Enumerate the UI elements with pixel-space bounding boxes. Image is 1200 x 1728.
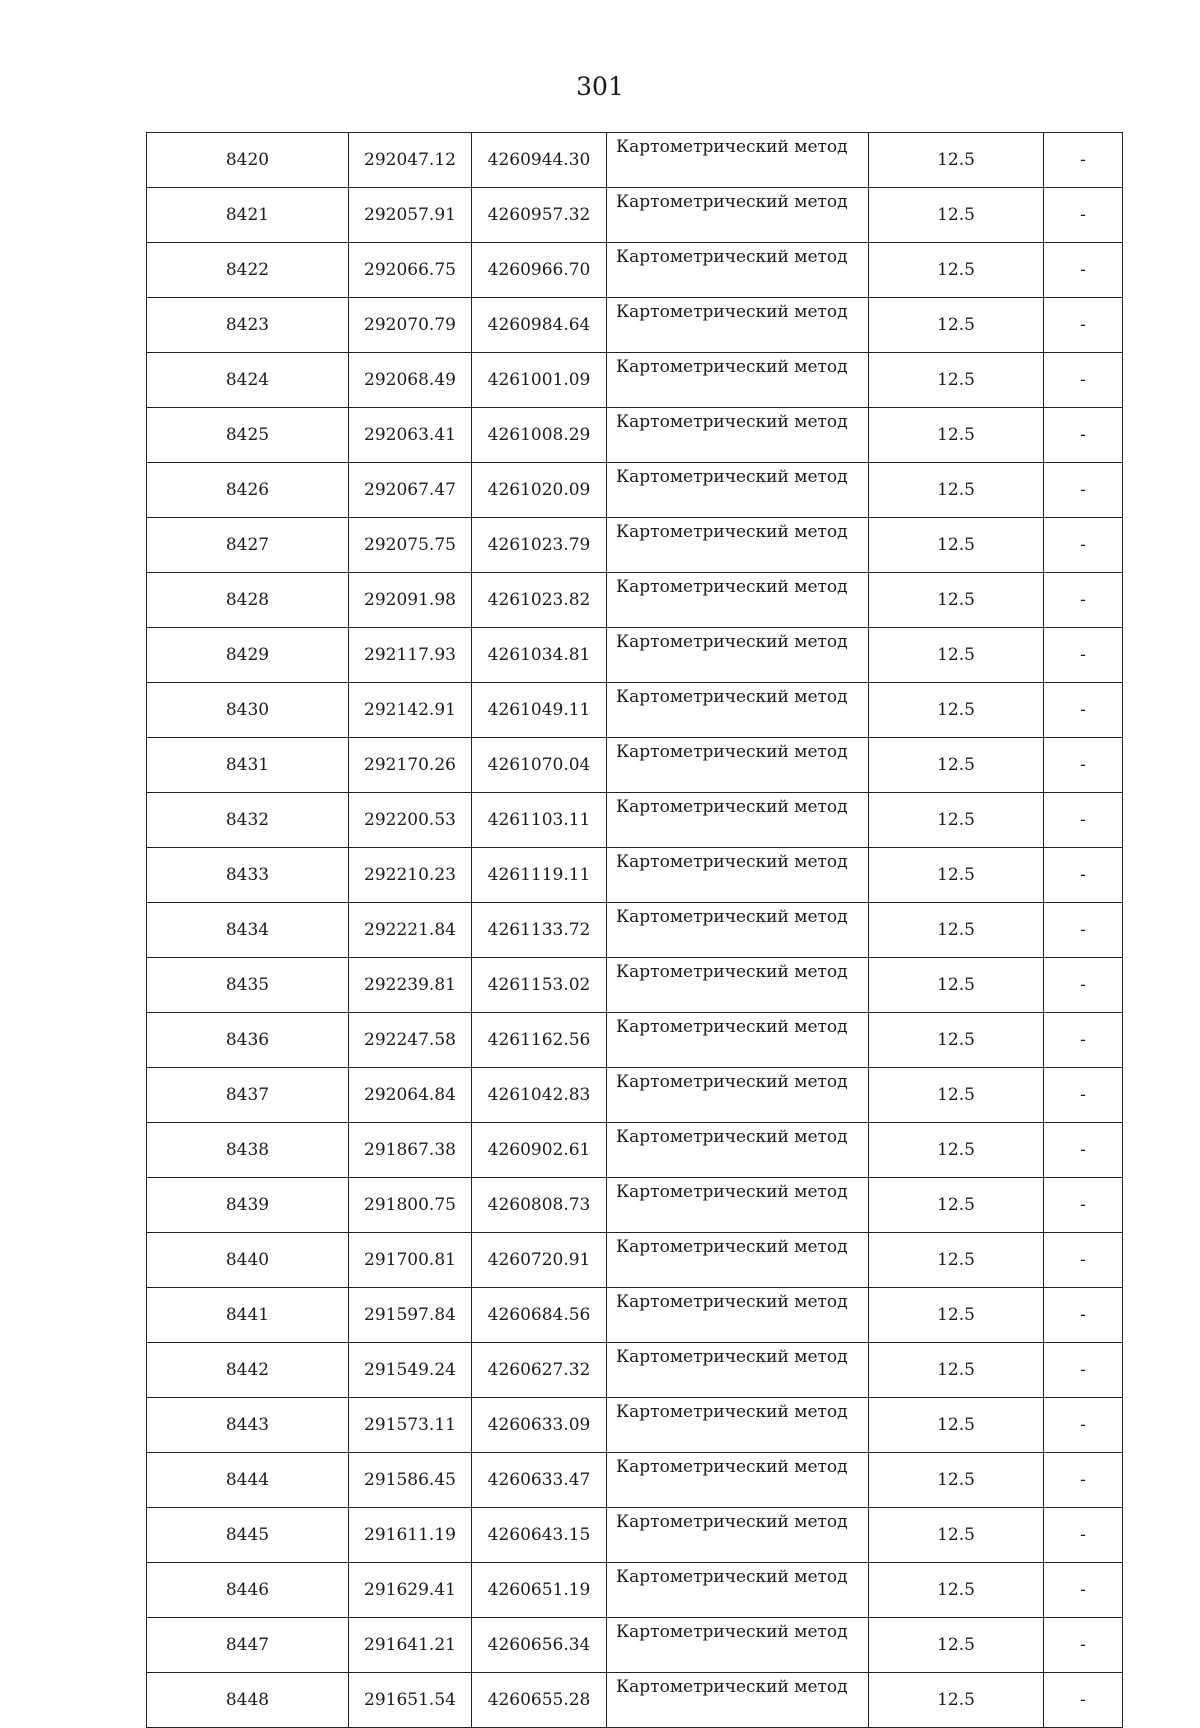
- accuracy-cell: 12.5: [869, 1508, 1044, 1563]
- method-cell: Картометрический метод: [607, 518, 869, 573]
- x-coordinate-cell: 292070.79: [349, 298, 472, 353]
- y-coordinate-cell: 4260656.34: [472, 1618, 607, 1673]
- point-number-cell: 8442: [147, 1343, 349, 1398]
- accuracy-cell: 12.5: [869, 1453, 1044, 1508]
- table-row: [147, 573, 1123, 628]
- note-cell: -: [1044, 1618, 1123, 1673]
- note-cell: -: [1044, 133, 1123, 188]
- method-cell: Картометрический метод: [607, 1618, 869, 1673]
- y-coordinate-cell: 4260684.56: [472, 1288, 607, 1343]
- method-cell: Картометрический метод: [607, 1673, 869, 1728]
- table-row: [147, 1288, 1123, 1343]
- y-coordinate-cell: 4261070.04: [472, 738, 607, 793]
- note-cell: -: [1044, 1673, 1123, 1728]
- table-row: [147, 793, 1123, 848]
- method-cell: Картометрический метод: [607, 903, 869, 958]
- y-coordinate-cell: 4261153.02: [472, 958, 607, 1013]
- accuracy-cell: 12.5: [869, 1178, 1044, 1233]
- note-cell: -: [1044, 628, 1123, 683]
- point-number-cell: 8420: [147, 133, 349, 188]
- y-coordinate-cell: 4260651.19: [472, 1563, 607, 1618]
- table-row: [147, 1563, 1123, 1618]
- point-number-cell: 8425: [147, 408, 349, 463]
- accuracy-cell: 12.5: [869, 1343, 1044, 1398]
- method-cell: Картометрический метод: [607, 958, 869, 1013]
- page-number: 301: [576, 72, 624, 101]
- accuracy-cell: 12.5: [869, 463, 1044, 518]
- method-cell: Картометрический метод: [607, 1398, 869, 1453]
- x-coordinate-cell: 292047.12: [349, 133, 472, 188]
- method-cell: Картометрический метод: [607, 1563, 869, 1618]
- note-cell: -: [1044, 1453, 1123, 1508]
- table-row: [147, 738, 1123, 793]
- note-cell: -: [1044, 518, 1123, 573]
- x-coordinate-cell: 291597.84: [349, 1288, 472, 1343]
- table-row: [147, 1123, 1123, 1178]
- table-row: [147, 463, 1123, 518]
- y-coordinate-cell: 4260966.70: [472, 243, 607, 298]
- y-coordinate-cell: 4260633.09: [472, 1398, 607, 1453]
- method-cell: Картометрический метод: [607, 1123, 869, 1178]
- x-coordinate-cell: 291611.19: [349, 1508, 472, 1563]
- point-number-cell: 8430: [147, 683, 349, 738]
- y-coordinate-cell: 4261119.11: [472, 848, 607, 903]
- point-number-cell: 8426: [147, 463, 349, 518]
- note-cell: -: [1044, 683, 1123, 738]
- point-number-cell: 8431: [147, 738, 349, 793]
- point-number-cell: 8436: [147, 1013, 349, 1068]
- y-coordinate-cell: 4261042.83: [472, 1068, 607, 1123]
- table-row: [147, 298, 1123, 353]
- y-coordinate-cell: 4261023.79: [472, 518, 607, 573]
- table-row: [147, 518, 1123, 573]
- note-cell: -: [1044, 1288, 1123, 1343]
- x-coordinate-cell: 291800.75: [349, 1178, 472, 1233]
- note-cell: -: [1044, 408, 1123, 463]
- x-coordinate-cell: 291651.54: [349, 1673, 472, 1728]
- note-cell: -: [1044, 1068, 1123, 1123]
- table-row: [147, 1618, 1123, 1673]
- accuracy-cell: 12.5: [869, 628, 1044, 683]
- x-coordinate-cell: 291573.11: [349, 1398, 472, 1453]
- accuracy-cell: 12.5: [869, 298, 1044, 353]
- x-coordinate-cell: 291549.24: [349, 1343, 472, 1398]
- note-cell: -: [1044, 298, 1123, 353]
- method-cell: Картометрический метод: [607, 1013, 869, 1068]
- point-number-cell: 8438: [147, 1123, 349, 1178]
- x-coordinate-cell: 292068.49: [349, 353, 472, 408]
- table-row: [147, 408, 1123, 463]
- y-coordinate-cell: 4261103.11: [472, 793, 607, 848]
- accuracy-cell: 12.5: [869, 738, 1044, 793]
- table-row: [147, 1508, 1123, 1563]
- method-cell: Картометрический метод: [607, 408, 869, 463]
- x-coordinate-cell: 292067.47: [349, 463, 472, 518]
- method-cell: Картометрический метод: [607, 188, 869, 243]
- table-row: [147, 628, 1123, 683]
- point-number-cell: 8432: [147, 793, 349, 848]
- y-coordinate-cell: 4260984.64: [472, 298, 607, 353]
- method-cell: Картометрический метод: [607, 133, 869, 188]
- y-coordinate-cell: 4260633.47: [472, 1453, 607, 1508]
- point-number-cell: 8423: [147, 298, 349, 353]
- accuracy-cell: 12.5: [869, 793, 1044, 848]
- table-body: [147, 133, 1123, 1728]
- point-number-cell: 8421: [147, 188, 349, 243]
- x-coordinate-cell: 292221.84: [349, 903, 472, 958]
- point-number-cell: 8424: [147, 353, 349, 408]
- x-coordinate-cell: 292057.91: [349, 188, 472, 243]
- point-number-cell: 8443: [147, 1398, 349, 1453]
- y-coordinate-cell: 4261020.09: [472, 463, 607, 518]
- x-coordinate-cell: 291867.38: [349, 1123, 472, 1178]
- table-row: [147, 1453, 1123, 1508]
- x-coordinate-cell: 292117.93: [349, 628, 472, 683]
- y-coordinate-cell: 4260643.15: [472, 1508, 607, 1563]
- note-cell: -: [1044, 903, 1123, 958]
- y-coordinate-cell: 4261001.09: [472, 353, 607, 408]
- y-coordinate-cell: 4260808.73: [472, 1178, 607, 1233]
- x-coordinate-cell: 292091.98: [349, 573, 472, 628]
- method-cell: Картометрический метод: [607, 1233, 869, 1288]
- note-cell: -: [1044, 958, 1123, 1013]
- note-cell: -: [1044, 1508, 1123, 1563]
- table-row: [147, 848, 1123, 903]
- note-cell: -: [1044, 573, 1123, 628]
- y-coordinate-cell: 4260627.32: [472, 1343, 607, 1398]
- point-number-cell: 8434: [147, 903, 349, 958]
- method-cell: Картометрический метод: [607, 573, 869, 628]
- table-row: [147, 1178, 1123, 1233]
- note-cell: -: [1044, 1563, 1123, 1618]
- method-cell: Картометрический метод: [607, 1068, 869, 1123]
- y-coordinate-cell: 4261034.81: [472, 628, 607, 683]
- y-coordinate-cell: 4261162.56: [472, 1013, 607, 1068]
- point-number-cell: 8441: [147, 1288, 349, 1343]
- accuracy-cell: 12.5: [869, 1068, 1044, 1123]
- x-coordinate-cell: 292170.26: [349, 738, 472, 793]
- x-coordinate-cell: 292066.75: [349, 243, 472, 298]
- method-cell: Картометрический метод: [607, 353, 869, 408]
- x-coordinate-cell: 292239.81: [349, 958, 472, 1013]
- accuracy-cell: 12.5: [869, 1398, 1044, 1453]
- table-row: [147, 1673, 1123, 1728]
- table-row: [147, 133, 1123, 188]
- method-cell: Картометрический метод: [607, 298, 869, 353]
- accuracy-cell: 12.5: [869, 958, 1044, 1013]
- point-number-cell: 8440: [147, 1233, 349, 1288]
- note-cell: -: [1044, 188, 1123, 243]
- note-cell: -: [1044, 1013, 1123, 1068]
- accuracy-cell: 12.5: [869, 408, 1044, 463]
- point-number-cell: 8427: [147, 518, 349, 573]
- point-number-cell: 8445: [147, 1508, 349, 1563]
- note-cell: -: [1044, 463, 1123, 518]
- accuracy-cell: 12.5: [869, 573, 1044, 628]
- x-coordinate-cell: 291586.45: [349, 1453, 472, 1508]
- point-number-cell: 8448: [147, 1673, 349, 1728]
- table-row: [147, 903, 1123, 958]
- y-coordinate-cell: 4261023.82: [472, 573, 607, 628]
- point-number-cell: 8428: [147, 573, 349, 628]
- note-cell: -: [1044, 1343, 1123, 1398]
- x-coordinate-cell: 291629.41: [349, 1563, 472, 1618]
- table-row: [147, 243, 1123, 298]
- accuracy-cell: 12.5: [869, 1233, 1044, 1288]
- x-coordinate-cell: 292210.23: [349, 848, 472, 903]
- table-row: [147, 683, 1123, 738]
- note-cell: -: [1044, 793, 1123, 848]
- x-coordinate-cell: 292247.58: [349, 1013, 472, 1068]
- x-coordinate-cell: 291700.81: [349, 1233, 472, 1288]
- accuracy-cell: 12.5: [869, 243, 1044, 298]
- method-cell: Картометрический метод: [607, 243, 869, 298]
- x-coordinate-cell: 292142.91: [349, 683, 472, 738]
- note-cell: -: [1044, 1233, 1123, 1288]
- x-coordinate-cell: 292064.84: [349, 1068, 472, 1123]
- accuracy-cell: 12.5: [869, 518, 1044, 573]
- table-row: [147, 1398, 1123, 1453]
- x-coordinate-cell: 292063.41: [349, 408, 472, 463]
- accuracy-cell: 12.5: [869, 1673, 1044, 1728]
- method-cell: Картометрический метод: [607, 1288, 869, 1343]
- y-coordinate-cell: 4260720.91: [472, 1233, 607, 1288]
- accuracy-cell: 12.5: [869, 903, 1044, 958]
- accuracy-cell: 12.5: [869, 1288, 1044, 1343]
- table-row: [147, 353, 1123, 408]
- note-cell: -: [1044, 1398, 1123, 1453]
- accuracy-cell: 12.5: [869, 1123, 1044, 1178]
- accuracy-cell: 12.5: [869, 1618, 1044, 1673]
- accuracy-cell: 12.5: [869, 1013, 1044, 1068]
- method-cell: Картометрический метод: [607, 1343, 869, 1398]
- table-row: [147, 1343, 1123, 1398]
- accuracy-cell: 12.5: [869, 848, 1044, 903]
- point-number-cell: 8429: [147, 628, 349, 683]
- point-number-cell: 8447: [147, 1618, 349, 1673]
- point-number-cell: 8435: [147, 958, 349, 1013]
- accuracy-cell: 12.5: [869, 353, 1044, 408]
- method-cell: Картометрический метод: [607, 738, 869, 793]
- note-cell: -: [1044, 738, 1123, 793]
- y-coordinate-cell: 4261049.11: [472, 683, 607, 738]
- accuracy-cell: 12.5: [869, 188, 1044, 243]
- method-cell: Картометрический метод: [607, 1178, 869, 1233]
- point-number-cell: 8437: [147, 1068, 349, 1123]
- x-coordinate-cell: 291641.21: [349, 1618, 472, 1673]
- point-number-cell: 8422: [147, 243, 349, 298]
- y-coordinate-cell: 4260944.30: [472, 133, 607, 188]
- note-cell: -: [1044, 1123, 1123, 1178]
- y-coordinate-cell: 4260902.61: [472, 1123, 607, 1178]
- coordinates-table: [146, 132, 1123, 1728]
- table-row: [147, 1068, 1123, 1123]
- y-coordinate-cell: 4260957.32: [472, 188, 607, 243]
- point-number-cell: 8439: [147, 1178, 349, 1233]
- table-row: [147, 1233, 1123, 1288]
- point-number-cell: 8433: [147, 848, 349, 903]
- method-cell: Картометрический метод: [607, 848, 869, 903]
- note-cell: -: [1044, 353, 1123, 408]
- method-cell: Картометрический метод: [607, 1508, 869, 1563]
- x-coordinate-cell: 292075.75: [349, 518, 472, 573]
- note-cell: -: [1044, 1178, 1123, 1233]
- note-cell: -: [1044, 243, 1123, 298]
- accuracy-cell: 12.5: [869, 683, 1044, 738]
- point-number-cell: 8444: [147, 1453, 349, 1508]
- table-row: [147, 958, 1123, 1013]
- method-cell: Картометрический метод: [607, 1453, 869, 1508]
- method-cell: Картометрический метод: [607, 793, 869, 848]
- method-cell: Картометрический метод: [607, 683, 869, 738]
- method-cell: Картометрический метод: [607, 628, 869, 683]
- method-cell: Картометрический метод: [607, 463, 869, 518]
- table-row: [147, 188, 1123, 243]
- point-number-cell: 8446: [147, 1563, 349, 1618]
- y-coordinate-cell: 4261133.72: [472, 903, 607, 958]
- table-row: [147, 1013, 1123, 1068]
- accuracy-cell: 12.5: [869, 1563, 1044, 1618]
- note-cell: -: [1044, 848, 1123, 903]
- x-coordinate-cell: 292200.53: [349, 793, 472, 848]
- accuracy-cell: 12.5: [869, 133, 1044, 188]
- y-coordinate-cell: 4261008.29: [472, 408, 607, 463]
- y-coordinate-cell: 4260655.28: [472, 1673, 607, 1728]
